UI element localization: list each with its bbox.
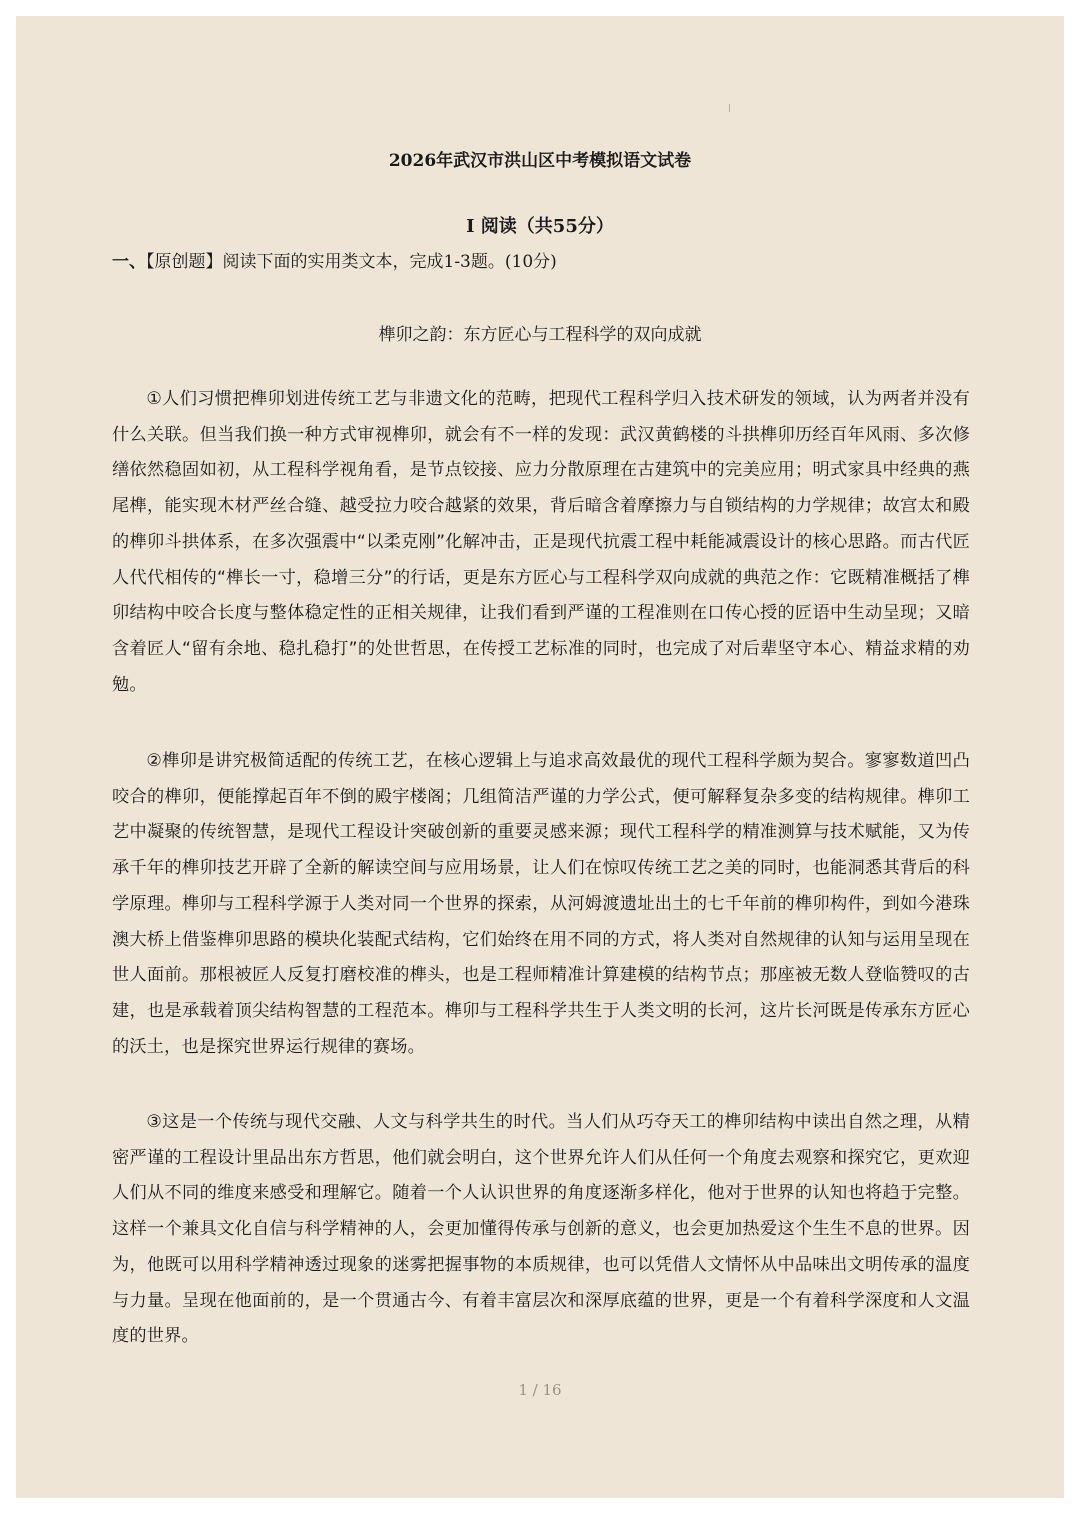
paragraph-3: ③这是一个传统与现代交融、人文与科学共生的时代。当人们从巧夺天工的榫卯结构中读出自然之理，从精密严谨的工程设计里品出东方哲思，他们就会明白，这个世界允许人们从任何一个角度去观察和探究它，更欢迎人们从不同的维度来感受和理解它。随着一个人认识世界的角度逐渐多样化，他对于世界的认知也将趋于完整。这样一个兼具文化自信与科学精神的人，会更加懂得传承与创新的意义，也会更加热爱这个生生不息的世界。因为，他既可以用科学精神透过现象的迷雾把握事物的本质规律，也可以凭借人文情怀从中品味出文明传承的温度与力量。呈现在他面前的，是一个贯通古今、有着丰富层次和深厚底蕴的世界，更是一个有着科学深度和人文温度的世界。 — [112, 1112, 970, 1347]
paragraph-2: ②榫卯是讲究极简适配的传统工艺，在核心逻辑上与追求高效最优的现代工程科学颇为契合。寥寥数道凹凸咬合的榫卯，便能撑起百年不倒的殿宇楼阁；几组简洁严谨的力学公式，便可解释复杂多变的结构规律。榫卯工艺中凝聚的传统智慧，是现代工程设计突破创新的重要灵感来源；现代工程科学的精准测算与技术赋能，又为传承千年的榫卯技艺开辟了全新的解读空间与应用场景，让人们在惊叹传统工艺之美的同时，也能洞悉其背后的科学原理。榫卯与工程科学源于人类对同一个世界的探索，从河姆渡遗址出土的七千年前的榫卯构件，到如今港珠澳大桥上借鉴榫卯思路的模块化装配式结构，它们始终在用不同的方式，将人类对自然规律的认知与运用呈现在世人面前。那根被匠人反复打磨校准的榫头，也是工程师精准计算建模的结构节点；那座被无数人登临赞叹的古建，也是承载着顶尖结构智慧的工程范本。榫卯与工程科学共生于人类文明的长河，这片长河既是传承东方匠心的沃土，也是探究世界运行规律的赛场。 — [112, 751, 970, 1057]
question-number: 一、 — [112, 252, 146, 272]
page-number: 1 / 16 — [518, 1381, 562, 1399]
paragraph-1: ①人们习惯把榫卯划进传统工艺与非遗文化的范畴，把现代工程科学归入技术研发的领域，认为两者并没有什么关联。但当我们换一种方式审视榫卯，就会有不一样的发现：武汉黄鹤楼的斗拱榫卯历经百年风雨、多次修缮依然稳固如初，从工程科学视角看，是节点铰接、应力分散原理在古建筑中的完美应用；明式家具中经典的燕尾榫，能实现木材严丝合缝、越受拉力咬合越紧的效果，背后暗含着摩擦力与自锁结构的力学规律；故宫太和殿的榫卯斗拱体系，在多次强震中“以柔克刚”化解冲击，正是现代抗震工程中耗能减震设计的核心思路。而古代匠人代代相传的“榫长一寸，稳增三分”的行话，更是东方匠心与工程科学双向成就的典范之作：它既精准概括了榫卯结构中咬合长度与整体稳定性的正相关规律，让我们看到严谨的工程准则在口传心授的匠语中生动呈现；又暗含着匠人“留有余地、稳扎稳打”的处世哲思，在传授工艺标准的同时，也完成了对后辈坚守本心、精益求精的劝勉。 — [112, 389, 970, 695]
section-title: Ⅰ 阅读（共55分） — [466, 216, 614, 237]
question-text: 【原创题】阅读下面的实用类文本，完成1-3题。(10分) — [146, 252, 557, 272]
article-title: 榫卯之韵：东方匠心与工程科学的双向成就 — [378, 325, 702, 345]
exam-title: 2026年武汉市洪山区中考模拟语文试卷 — [388, 151, 692, 171]
question-instruction — [112, 247, 1012, 272]
scan-mark — [729, 104, 730, 112]
